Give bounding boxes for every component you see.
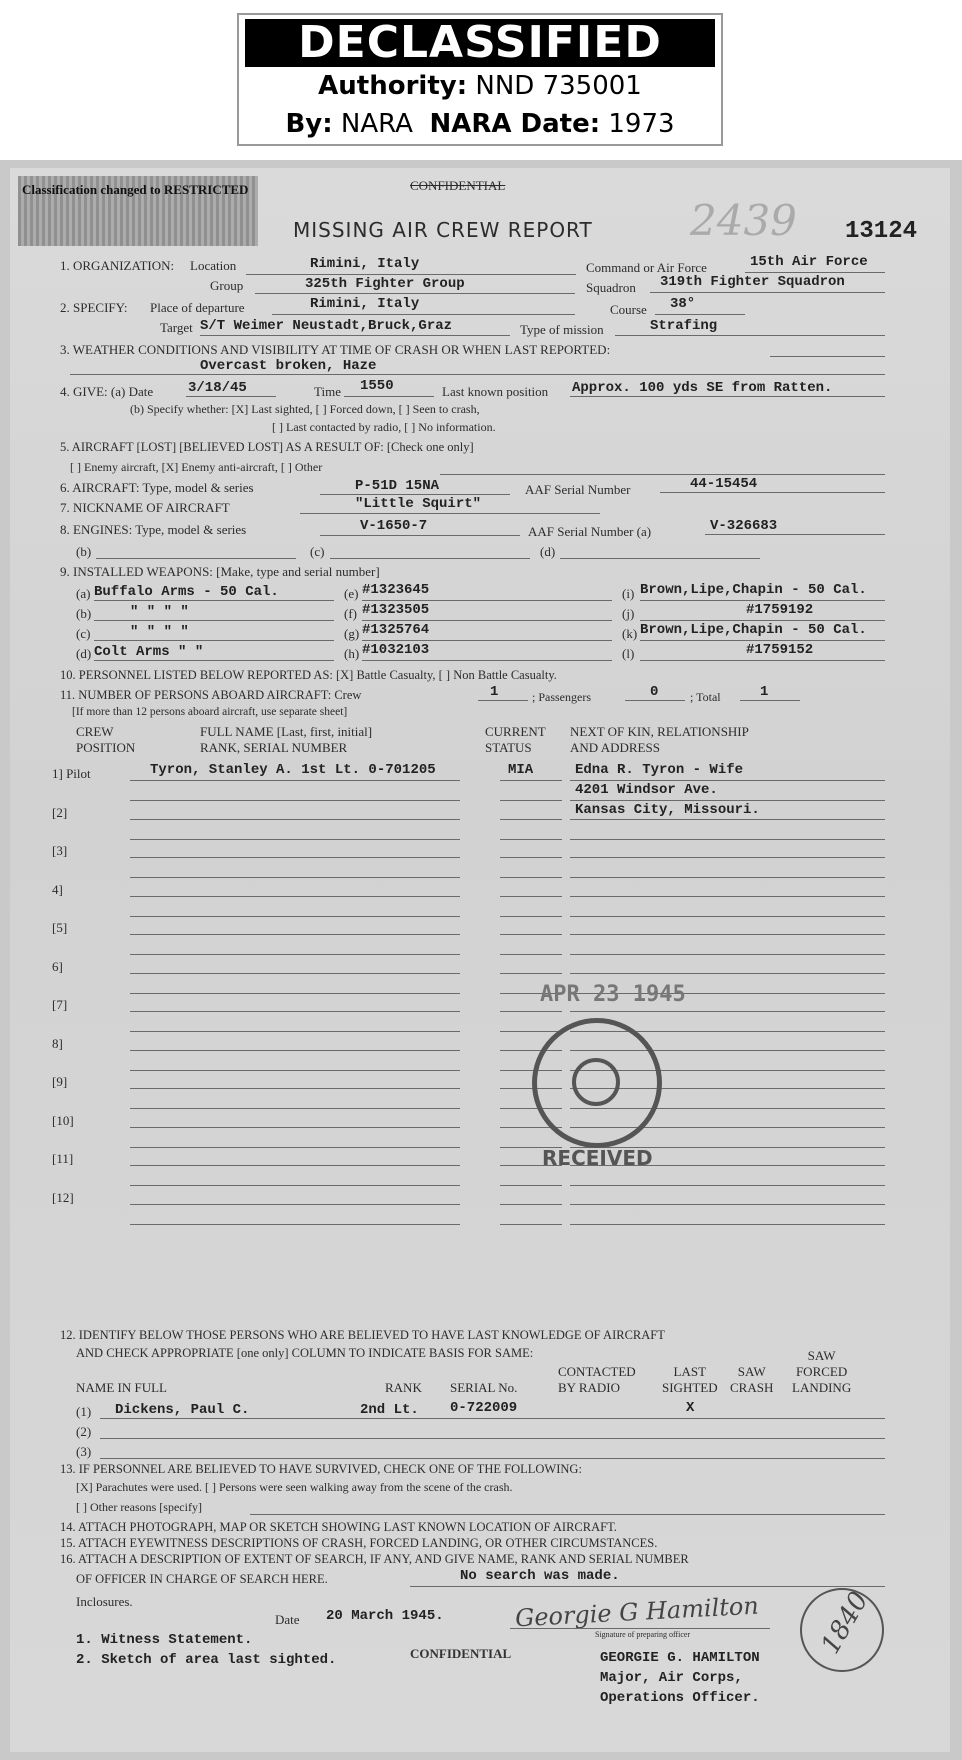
witness-row-2: (2) [76, 1424, 92, 1439]
s15: 15. ATTACH EYEWITNESS DESCRIPTIONS OF CRASH, FORCED LANDING, OR OTHER CIRCUMSTANCES. [60, 1536, 658, 1550]
weather-value: Overcast broken, Haze [200, 358, 377, 374]
confidential-top: CONFIDENTIAL [410, 178, 506, 193]
departure-label: Place of departure [150, 300, 245, 315]
wpn-g: (g) [344, 626, 360, 641]
received-date-stamp: APR 23 1945 [540, 982, 686, 1007]
witness-row-3: (3) [76, 1444, 92, 1459]
footer-date-label: Date [275, 1612, 300, 1627]
form-title: MISSING AIR CREW REPORT [293, 218, 593, 242]
passengers-count: 0 [650, 684, 659, 700]
s1-label: 1. ORGANIZATION: [60, 258, 175, 273]
s13-opt2: [ ] Other reasons [specify] [76, 1500, 202, 1514]
engine-serial: V-326683 [710, 518, 778, 534]
col-crash: SAW CRASH [730, 1364, 774, 1395]
s13-label: 13. IF PERSONNEL ARE BELIEVED TO HAVE SURVIVED, CHECK ONE OF THE FOLLOWING: [60, 1462, 582, 1476]
course-value: 38° [670, 296, 696, 312]
footer-date: 20 March 1945. [326, 1608, 444, 1624]
s6-label: 6. AIRCRAFT: Type, model & series [60, 480, 254, 495]
engine-b: (b) [76, 544, 92, 559]
signer-title: Operations Officer. [600, 1690, 760, 1706]
time-label: Time [314, 384, 341, 399]
crew-row-label: 4] [52, 881, 63, 897]
signature: Georgie G Hamilton [514, 1591, 760, 1633]
wpn-f: (f) [344, 606, 357, 621]
wpn-l-value: #1759152 [746, 642, 814, 658]
wpn-a: (a) [76, 586, 91, 601]
col-last: LAST SIGHTED [662, 1364, 718, 1395]
departure-value: Rimini, Italy [310, 296, 420, 312]
crew-row-label: [11] [52, 1151, 74, 1166]
crew-row-label: 6] [52, 958, 63, 974]
s11-label: 11. NUMBER OF PERSONS ABOARD AIRCRAFT: Crew [60, 688, 362, 702]
wpn-d-value: Colt Arms " " [94, 644, 204, 660]
handwritten-number: 2439 [690, 196, 797, 245]
wpn-h: (h) [344, 646, 360, 661]
date-value: 3/18/45 [188, 380, 247, 396]
course-label: Course [610, 302, 647, 317]
banner-by [239, 109, 721, 139]
report-form [10, 168, 950, 1752]
wpn-i: (i) [622, 586, 635, 601]
s9-label: 9. INSTALLED WEAPONS: [Make, type and serial number] [60, 564, 380, 579]
report-number: 13124 [845, 218, 918, 245]
s13-opt1: [X] Parachutes were used. [ ] Persons were seen walking away from the scene of the crash. [76, 1480, 513, 1494]
s16-line1: 16. ATTACH A DESCRIPTION OF EXTENT OF SEARCH, IF ANY, AND GIVE NAME, RANK AND SERIAL NUMBER [60, 1552, 689, 1566]
s4-b-line2: [ ] Last contacted by radio, [ ] No information. [272, 420, 496, 434]
s10-label: 10. PERSONNEL LISTED BELOW REPORTED AS: [X] Battle Casualty, [ ] Non Battle Casualty. [60, 668, 557, 682]
date-label: NARA Date: [429, 109, 601, 139]
crew1-kin1: Edna R. Tyron - Wife [575, 762, 744, 778]
scanned-paper [0, 160, 962, 1760]
by-value: NARA [340, 109, 413, 139]
s16-line2: OF OFFICER IN CHARGE OF SEARCH HERE. [76, 1572, 328, 1586]
authority-value: NND 735001 [475, 71, 642, 101]
wpn-c-value: " " " " [130, 624, 189, 640]
hdr-status: CURRENT STATUS [485, 724, 546, 755]
witness-serial: 0-722009 [450, 1400, 518, 1416]
wpn-h-value: #1032103 [362, 642, 430, 658]
witness-row-1: (1) [76, 1404, 92, 1419]
s4-label: 4. GIVE: (a) Date [60, 384, 154, 399]
witness-last-sighted-mark: X [686, 1400, 695, 1416]
wpn-l: (l) [622, 646, 635, 661]
search-value: No search was made. [460, 1568, 620, 1584]
signature-caption: Signature of preparing officer [595, 1630, 691, 1639]
wpn-k: (k) [622, 626, 638, 641]
s5-label: 5. AIRCRAFT [LOST] [BELIEVED LOST] AS A RESULT OF: [Check one only] [60, 440, 474, 454]
wpn-g-value: #1325764 [362, 622, 430, 638]
crew-row-label: 1] Pilot [52, 766, 91, 781]
wpn-f-value: #1323505 [362, 602, 430, 618]
s7-label: 7. NICKNAME OF AIRCRAFT [60, 500, 230, 515]
by-label: By: [285, 109, 333, 139]
col-forced: SAW FORCED LANDING [792, 1348, 852, 1395]
col-radio: CONTACTED BY RADIO [558, 1364, 636, 1395]
wpn-d: (d) [76, 646, 92, 661]
engine-d: (d) [540, 544, 556, 559]
crew-row-label: [2] [52, 804, 68, 820]
s11-note: [If more than 12 persons aboard aircraft, use separate sheet] [72, 706, 348, 718]
wpn-c: (c) [76, 626, 91, 641]
wpn-b: (b) [76, 606, 92, 621]
wpn-i-value: Brown,Lipe,Chapin - 50 Cal. [640, 582, 867, 598]
s14: 14. ATTACH PHOTOGRAPH, MAP OR SKETCH SHOWING LAST KNOWN LOCATION OF AIRCRAFT. [60, 1520, 617, 1534]
wpn-k-value: Brown,Lipe,Chapin - 50 Cal. [640, 622, 867, 638]
crew-row-label: [12] [52, 1189, 74, 1205]
passengers-label: ; Passengers [532, 690, 591, 704]
command-value: 15th Air Force [750, 254, 868, 270]
location-value: Rimini, Italy [310, 256, 420, 272]
crew1-name: Tyron, Stanley A. 1st Lt. 0-701205 [150, 762, 436, 778]
squadron-value: 319th Fighter Squadron [660, 274, 845, 290]
crew-row-label: [3] [52, 843, 68, 858]
s2-label: 2. SPECIFY: [60, 300, 128, 315]
signer-name: GEORGIE G. HAMILTON [600, 1650, 760, 1666]
command-label: Command or Air Force [586, 260, 707, 275]
crew1-kin2: 4201 Windsor Ave. [575, 782, 718, 798]
aircraft-type: P-51D 15NA [355, 478, 440, 494]
engine-serial-label: AAF Serial Number (a) [528, 524, 652, 539]
crew1-status: MIA [508, 762, 534, 778]
col-name: NAME IN FULL [76, 1380, 167, 1395]
group-label: Group [210, 278, 244, 293]
aircraft-serial-label: AAF Serial Number [525, 482, 631, 497]
squadron-label: Squadron [586, 280, 636, 295]
confidential-bottom: CONFIDENTIAL [410, 1646, 512, 1661]
classification-note: Classification changed to RESTRICTED [22, 182, 249, 197]
authority-label: Authority: [318, 71, 468, 101]
hdr-name: FULL NAME [Last, first, initial] RANK, SERIAL NUMBER [200, 724, 373, 755]
inclosure-2: 2. Sketch of area last sighted. [76, 1652, 337, 1668]
wpn-j-value: #1759192 [746, 602, 814, 618]
hdr-position: CREW POSITION [76, 724, 136, 755]
s12-line1: 12. IDENTIFY BELOW THOSE PERSONS WHO ARE BELIEVED TO HAVE LAST KNOWLEDGE OF AIRCRAFT [60, 1328, 665, 1342]
crew-row-label: [9] [52, 1074, 68, 1089]
crew-row-label: [5] [52, 920, 68, 935]
banner-authority [239, 71, 721, 101]
signer-rank: Major, Air Corps, [600, 1670, 743, 1686]
s4-b-line1: (b) Specify whether: [X] Last sighted, [ ] Forced down, [ ] Seen to crash, [130, 402, 480, 416]
wpn-a-value: Buffalo Arms - 50 Cal. [94, 584, 279, 600]
inclosures-label: Inclosures. [76, 1594, 133, 1609]
inclosure-1: 1. Witness Statement. [76, 1632, 253, 1648]
crew-row-label: [10] [52, 1112, 74, 1128]
declassified-banner [237, 13, 723, 146]
group-value: 325th Fighter Group [305, 276, 465, 292]
received-stamp: RECEIVED [542, 1146, 653, 1170]
wpn-e: (e) [344, 586, 359, 601]
time-value: 1550 [360, 378, 394, 394]
mission-label: Type of mission [520, 322, 604, 337]
engine-c: (c) [310, 544, 325, 559]
col-rank: RANK [385, 1380, 422, 1395]
crew-count: 1 [490, 684, 499, 700]
mission-value: Strafing [650, 318, 718, 334]
engine-type: V-1650-7 [360, 518, 428, 534]
witness-rank: 2nd Lt. [360, 1402, 419, 1418]
s5-options: [ ] Enemy aircraft, [X] Enemy anti-aircraft, [ ] Other [70, 460, 323, 474]
total-count: 1 [760, 684, 769, 700]
nickname-value: "Little Squirt" [355, 496, 482, 512]
circle-number: 1840 [815, 1586, 875, 1660]
col-serial: SERIAL No. [450, 1380, 518, 1395]
hdr-kin: NEXT OF KIN, RELATIONSHIP AND ADDRESS [570, 724, 749, 755]
s12-line2: AND CHECK APPROPRIATE [one only] COLUMN TO INDICATE BASIS FOR SAME: [76, 1346, 534, 1360]
position-value: Approx. 100 yds SE from Ratten. [572, 380, 833, 396]
total-label: ; Total [690, 690, 721, 704]
position-label: Last known position [442, 384, 549, 399]
witness-name: Dickens, Paul C. [115, 1402, 250, 1418]
aircraft-serial: 44-15454 [690, 476, 758, 492]
date-value: 1973 [608, 109, 675, 139]
wpn-b-value: " " " " [130, 604, 189, 620]
wpn-j: (j) [622, 606, 635, 621]
banner-title: DECLASSIFIED [245, 19, 715, 67]
crew-row-label: [7] [52, 997, 68, 1012]
s8-label: 8. ENGINES: Type, model & series [60, 522, 247, 537]
target-label: Target [160, 320, 193, 335]
circular-stamp-inner [572, 1058, 620, 1106]
crew-row-label: 8] [52, 1035, 63, 1051]
s3-label: 3. WEATHER CONDITIONS AND VISIBILITY AT TIME OF CRASH OR WHEN LAST REPORTED: [60, 342, 611, 357]
location-label: Location [190, 258, 237, 273]
crew1-kin3: Kansas City, Missouri. [575, 802, 760, 818]
target-value: S/T Weimer Neustadt,Bruck,Graz [200, 318, 453, 334]
wpn-e-value: #1323645 [362, 582, 430, 598]
